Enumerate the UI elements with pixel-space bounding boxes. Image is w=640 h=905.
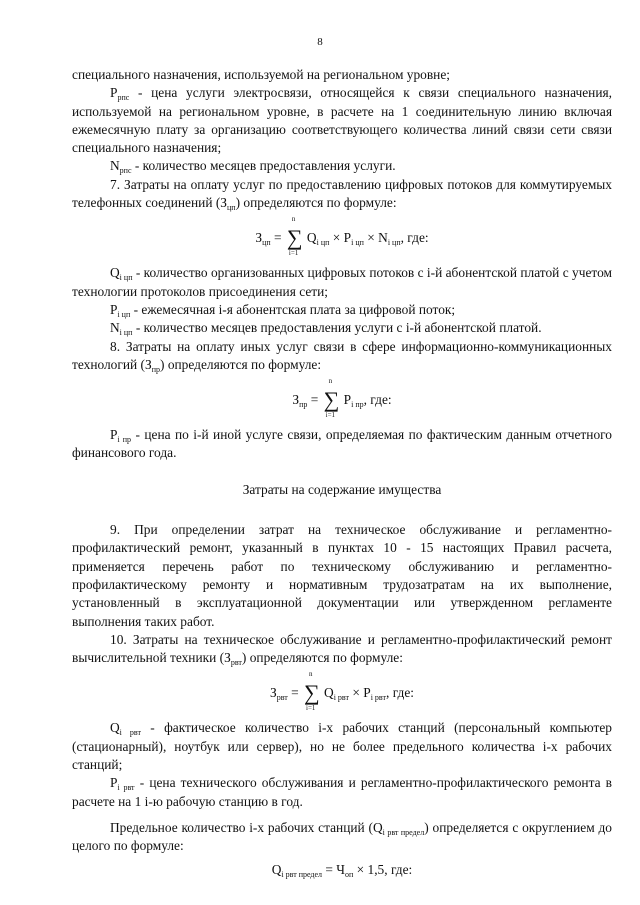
paragraph-text: ) определяется с округлением до целого по формуле:	[72, 819, 613, 854]
definition-text: - количество месяцев предоставления услуги с i-й абонентской платой.	[132, 320, 542, 336]
sum-lower-limit: i=1	[306, 704, 316, 713]
variable-subscript: рвт	[230, 658, 242, 668]
formula-equals: =	[322, 861, 337, 877]
clause-text: ) определяются по формуле:	[241, 650, 403, 666]
formula-term-subscript: оп	[344, 869, 354, 879]
clause-text: ) определяются по формуле:	[235, 195, 397, 211]
clause-8	[72, 338, 612, 375]
variable: P	[110, 775, 118, 791]
formula-lhs: З	[269, 685, 277, 701]
clause-9	[72, 521, 612, 631]
variable: З	[220, 195, 228, 211]
formula-lhs: Q	[271, 861, 282, 877]
variable-subscript: i пр	[117, 435, 132, 445]
definition-p-pr	[72, 426, 612, 463]
sigma-icon: ∑	[286, 225, 303, 251]
formula-term: P	[363, 685, 371, 701]
variable-subscript: i цп	[119, 328, 133, 338]
variable: З	[145, 356, 152, 372]
paragraph-text: Предельное количество i-х рабочих станций (	[110, 819, 373, 835]
definition-text: - количество организованных цифровых потоков с i-й абонентской платой с учетом технологии протоколов присоединения сети;	[72, 265, 612, 299]
formula-equals: =	[270, 230, 285, 246]
variable: Q	[110, 720, 120, 736]
formula-term: P	[343, 230, 352, 246]
definition-n-cp	[72, 319, 612, 337]
sum-upper-limit: n	[328, 377, 333, 386]
formula-tail: , где:	[363, 392, 392, 408]
variable: P	[110, 427, 118, 443]
variable-subscript: i рвт	[117, 783, 135, 793]
formula-z-rvt	[72, 670, 612, 713]
variable: Q	[110, 265, 120, 281]
formula-equals: =	[307, 392, 322, 408]
definition-q-cp	[72, 264, 612, 301]
summation-sign	[286, 215, 306, 259]
definition-text: - количество месяцев предоставления услуги.	[131, 158, 396, 174]
summation-sign	[303, 670, 323, 714]
variable-subscript: цп	[227, 203, 236, 213]
variable-subscript: i рвт предел	[382, 827, 425, 837]
formula-lhs-subscript: i рвт предел	[281, 869, 323, 879]
formula-operator: ×	[353, 861, 368, 877]
formula-operator: ×	[329, 230, 344, 246]
definition-p-rps	[72, 84, 612, 157]
formula-z-pr	[72, 377, 612, 420]
page-number: 8	[317, 36, 323, 48]
variable-subscript: пр	[151, 364, 161, 374]
sigma-icon: ∑	[304, 680, 320, 706]
clause-10	[72, 631, 612, 668]
variable: N	[110, 320, 120, 336]
definition-text: - ежемесячная i-я абонентская плата за цифровой поток;	[130, 301, 456, 317]
variable-subscript: рпс	[119, 166, 132, 176]
variable-subscript: i цп	[119, 273, 133, 283]
formula-term-subscript: i цп	[351, 238, 364, 248]
sum-upper-limit: n	[291, 215, 296, 224]
variable: N	[110, 158, 120, 174]
formula-tail: , где:	[386, 685, 414, 701]
definition-n-rps	[72, 157, 612, 175]
formula-term-subscript: i рвт	[333, 693, 349, 703]
clause-text: 8. Затраты на оплату иных услуг связи в сфере информационно-коммуникационных технологий (	[72, 338, 612, 372]
paragraph-limit-count	[72, 819, 612, 856]
formula-operator: ×	[349, 685, 364, 701]
formula-term-subscript: i цп	[387, 238, 401, 248]
formula-term: Q	[306, 230, 317, 246]
sum-lower-limit: i=1	[288, 249, 299, 258]
paragraph-continuation	[72, 66, 612, 84]
variable: Q	[372, 819, 383, 835]
sigma-icon: ∑	[323, 387, 340, 413]
variable: P	[110, 301, 118, 317]
clause-7	[72, 176, 612, 213]
sum-upper-limit: n	[309, 670, 313, 679]
formula-term-subscript: i рвт	[370, 693, 386, 703]
document-body	[72, 66, 612, 880]
formula-term: Q	[324, 685, 334, 701]
variable: P	[110, 85, 118, 101]
clause-text: 7. Затраты на оплату услуг по предоставлению цифровых потоков для коммутируемых телефонных соединений (	[72, 176, 612, 211]
definition-text: - фактическое количество i-х рабочих станций (персональный компьютер (стационарный), ноутбук или сервер), но не более предельного количества i-х рабочих станций;	[72, 720, 613, 773]
formula-term: P	[343, 392, 352, 408]
variable-subscript: рпс	[117, 93, 130, 103]
definition-p-rvt	[72, 774, 612, 811]
clause-text: 10. Затраты на техническое обслуживание и регламентно-профилактический ремонт вычислительной техники (	[72, 631, 612, 666]
formula-tail: , где:	[384, 861, 413, 877]
formula-tail: , где:	[400, 230, 429, 246]
sum-lower-limit: i=1	[325, 411, 336, 420]
formula-term-subscript: i пр	[351, 400, 364, 410]
variable-subscript: i рвт	[119, 728, 141, 738]
definition-q-rvt	[72, 719, 612, 774]
formula-operator: ×	[363, 230, 379, 246]
formula-lhs: З	[292, 392, 300, 408]
paragraph-text: специального назначения, используемой на региональном уровне;	[72, 67, 451, 82]
clause-text: ) определяются по формуле:	[160, 356, 322, 372]
formula-lhs-subscript: рвт	[276, 693, 288, 703]
definition-text: - цена по i-й иной услуге связи, определяемая по фактическим данным отчетного финансового года.	[72, 427, 613, 461]
formula-equals: =	[287, 685, 303, 701]
formula-term-subscript: i цп	[316, 238, 330, 248]
summation-sign	[323, 377, 343, 421]
definition-text: - цена технического обслуживания и регламентно-профилактического ремонта в расчете на 1 i-ю рабочую станцию в год.	[72, 775, 613, 809]
definition-text: - цена услуги электросвязи, относящейся к связи специального назначения, используемой на региональном уровне, в расчете на 1 соединительную линию включая ежемесячную плату за организацию соответствующего количества линий связи сети связи специального назначения;	[72, 85, 612, 156]
formula-term: 1,5	[367, 861, 385, 877]
formula-term: Ч	[336, 861, 345, 877]
formula-lhs-subscript: цп	[262, 238, 271, 248]
variable: З	[224, 650, 231, 666]
formula-q-limit	[72, 860, 612, 880]
formula-term: N	[378, 230, 388, 246]
formula-lhs-subscript: пр	[299, 400, 308, 410]
formula-lhs: З	[255, 230, 263, 246]
formula-z-cp	[72, 215, 612, 258]
section-heading: Затраты на содержание имущества	[242, 481, 442, 497]
variable-subscript: i цп	[117, 309, 131, 319]
clause-text: 9. При определении затрат на техническое обслуживание и регламентно-профилактический ремонт, указанный в пунктах 10 - 15 настоящих Правил расчета, применяется перечень работ по техническому обслуживанию и регламентно-профилактическому ремонту и нормативным трудозатратам на их выполнение, установленный в эксплуатационной документации или утвержденном регламенте выполнения таких работ.	[72, 522, 612, 629]
definition-p-cp	[72, 301, 612, 319]
